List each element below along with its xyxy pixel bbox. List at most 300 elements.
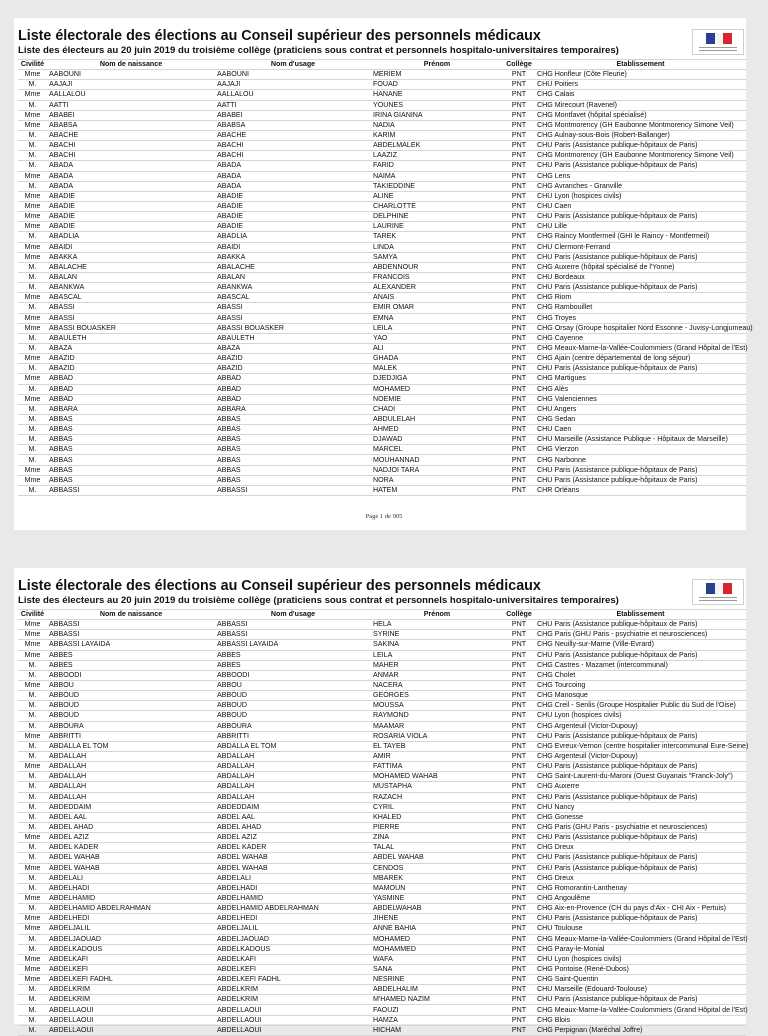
cell-college: PNT bbox=[503, 262, 535, 272]
cell-college: PNT bbox=[503, 394, 535, 404]
cell-civilite: Mme bbox=[18, 120, 47, 130]
cell-nom-usage: ABADIE bbox=[215, 222, 371, 232]
cell-etablissement: CHG Pontoise (René-Dubos) bbox=[535, 964, 746, 974]
cell-etablissement: CHG Romorantin-Lanthenay bbox=[535, 883, 746, 893]
cell-nom-naissance: ABDELKADOUS bbox=[47, 944, 215, 954]
cell-etablissement: CHU Paris (Assistance publique-hôpitaux de Paris) bbox=[535, 141, 746, 151]
table-row bbox=[18, 964, 746, 974]
cell-civilite: M. bbox=[18, 741, 47, 751]
cell-prenom: HAMZA bbox=[371, 1015, 503, 1025]
cell-college: PNT bbox=[503, 640, 535, 650]
cell-prenom: CYRIL bbox=[371, 802, 503, 812]
cell-civilite: Mme bbox=[18, 212, 47, 222]
cell-civilite: Mme bbox=[18, 70, 47, 80]
cell-nom-naissance: ABDELALI bbox=[47, 873, 215, 883]
cell-etablissement: CHG Meaux-Marne-la-Vallée-Coulommiers (Grand Hôpital de l'Est) bbox=[537, 934, 748, 943]
col-college: Collège bbox=[503, 60, 535, 70]
cell-etablissement: CHU Paris (Assistance publique-hôpitaux de Paris) bbox=[535, 212, 746, 222]
cell-college: PNT bbox=[503, 701, 535, 711]
cell-civilite: M. bbox=[18, 691, 47, 701]
cell-civilite: M. bbox=[18, 701, 47, 711]
cell-etablissement: CHG Perpignan (Maréchal Joffre) bbox=[535, 1025, 746, 1035]
table-row bbox=[18, 762, 746, 772]
table-row bbox=[18, 751, 746, 761]
table-row bbox=[18, 242, 746, 252]
cell-college: PNT bbox=[503, 465, 535, 475]
cell-college: PNT bbox=[503, 1005, 535, 1015]
cell-college: PNT bbox=[503, 620, 535, 630]
cell-prenom: DJAWAD bbox=[371, 435, 503, 445]
cell-nom-usage: ABBASSI bbox=[215, 485, 371, 495]
cell-nom-naissance: ABANKWA bbox=[47, 283, 215, 293]
cell-prenom: ABDELMALEK bbox=[371, 141, 503, 151]
table-header bbox=[18, 610, 746, 620]
cell-nom-usage: ABDELJALIL bbox=[215, 924, 371, 934]
cell-nom-naissance: ABBAS bbox=[47, 455, 215, 465]
cell-prenom: LEILA bbox=[371, 650, 503, 660]
cell-etablissement: CHG Riom bbox=[535, 293, 746, 303]
cell-civilite: Mme bbox=[18, 620, 47, 630]
cell-civilite: M. bbox=[18, 272, 47, 282]
cell-nom-naissance: ABBES bbox=[47, 660, 215, 670]
cell-prenom: FARID bbox=[371, 161, 503, 171]
cell-nom-naissance: ABBAD bbox=[47, 384, 215, 394]
cell-nom-naissance: ABADA bbox=[47, 181, 215, 191]
table-row bbox=[18, 222, 746, 232]
marianne-flag-icon bbox=[692, 29, 744, 55]
col-nom-usage: Nom d'usage bbox=[215, 610, 371, 620]
table-row bbox=[18, 425, 746, 435]
cell-nom-naissance: ABBOURA bbox=[47, 721, 215, 731]
table-row bbox=[18, 343, 746, 353]
table-row bbox=[18, 782, 746, 792]
cell-etablissement: CHG Angoulême bbox=[535, 893, 746, 903]
cell-civilite: Mme bbox=[18, 110, 47, 120]
cell-prenom: ABDULELAH bbox=[371, 414, 503, 424]
cell-nom-naissance: ABAULETH bbox=[47, 333, 215, 343]
cell-nom-naissance: ABDELKRIM bbox=[47, 985, 215, 995]
table-row bbox=[18, 670, 746, 680]
table-row bbox=[18, 660, 746, 670]
cell-nom-naissance: ABASSI bbox=[47, 313, 215, 323]
cell-nom-usage: ABDELLAOUI bbox=[215, 1025, 371, 1035]
table-row bbox=[18, 640, 746, 650]
table-row bbox=[18, 650, 746, 660]
cell-civilite: Mme bbox=[18, 893, 47, 903]
cell-college: PNT bbox=[503, 110, 535, 120]
cell-civilite: M. bbox=[18, 333, 47, 343]
cell-college: PNT bbox=[503, 303, 535, 313]
cell-prenom: ANAIS bbox=[371, 293, 503, 303]
cell-nom-naissance: ABACHE bbox=[47, 130, 215, 140]
table-row bbox=[18, 272, 746, 282]
cell-college: PNT bbox=[503, 944, 535, 954]
cell-nom-naissance: ABBAD bbox=[47, 374, 215, 384]
cell-nom-usage: ABDELKEFI FADHL bbox=[215, 975, 371, 985]
cell-nom-usage: ABASSI BOUASKER bbox=[215, 323, 371, 333]
cell-nom-usage: ABBAS bbox=[215, 465, 371, 475]
table-body bbox=[18, 620, 749, 1036]
cell-civilite: M. bbox=[18, 141, 47, 151]
cell-civilite: M. bbox=[18, 1025, 47, 1035]
cell-civilite: Mme bbox=[18, 731, 47, 741]
cell-college: PNT bbox=[503, 751, 535, 761]
page-footer: Page 1 de 905 bbox=[365, 513, 403, 520]
cell-nom-naissance: ABDALLAH bbox=[47, 751, 215, 761]
cell-etablissement: CHG Gonesse bbox=[535, 812, 746, 822]
col-nom-usage: Nom d'usage bbox=[215, 60, 371, 70]
cell-etablissement: CHG Evreux-Vernon (centre hospitalier intercommunal Eure-Seine) bbox=[537, 741, 749, 750]
cell-prenom: EMNA bbox=[371, 313, 503, 323]
cell-college: PNT bbox=[503, 343, 535, 353]
cell-civilite: M. bbox=[18, 455, 47, 465]
cell-prenom: FATTIMA bbox=[371, 762, 503, 772]
cell-nom-usage: ABDALLAH bbox=[215, 772, 371, 782]
cell-civilite: M. bbox=[18, 364, 47, 374]
cell-college: PNT bbox=[503, 924, 535, 934]
cell-etablissement: CHG Calais bbox=[535, 90, 746, 100]
cell-civilite: M. bbox=[18, 934, 47, 944]
cell-nom-naissance: ABDEL AHAD bbox=[47, 822, 215, 832]
cell-etablissement: CHG Troyes bbox=[535, 313, 746, 323]
cell-prenom: MOHAMED bbox=[371, 934, 503, 944]
cell-etablissement: CHG Orsay (Groupe hospitalier Nord Essonne - Juvisy-Longjumeau) bbox=[537, 323, 753, 332]
table-row bbox=[18, 130, 746, 140]
cell-civilite: M. bbox=[18, 792, 47, 802]
cell-nom-usage: ABDELHADI bbox=[215, 883, 371, 893]
cell-etablissement: CHU Paris (Assistance publique-hôpitaux de Paris) bbox=[535, 475, 746, 485]
cell-prenom: ALEXANDER bbox=[371, 283, 503, 293]
cell-etablissement: CHG Auxerre (hôpital spécialisé de l'Yonne) bbox=[535, 262, 746, 272]
table-row bbox=[18, 792, 746, 802]
cell-civilite: M. bbox=[18, 802, 47, 812]
table-row bbox=[18, 863, 746, 873]
cell-civilite: M. bbox=[18, 883, 47, 893]
table-row bbox=[18, 914, 746, 924]
cell-etablissement: CHU Lyon (hospices civils) bbox=[535, 711, 746, 721]
cell-nom-usage: ABABEI bbox=[215, 110, 371, 120]
cell-nom-naissance: ABDELHAMID ABDELRAHMAN bbox=[47, 904, 215, 914]
cell-etablissement: CHU Paris (Assistance publique-hôpitaux de Paris) bbox=[535, 792, 746, 802]
cell-civilite: Mme bbox=[18, 954, 47, 964]
cell-nom-naissance: ABDELKEFI bbox=[47, 964, 215, 974]
cell-etablissement: CHG Montfavet (hôpital spécialisé) bbox=[535, 110, 746, 120]
cell-prenom: ABDEL WAHAB bbox=[371, 853, 503, 863]
cell-nom-usage: ABBAS bbox=[215, 414, 371, 424]
cell-college: PNT bbox=[503, 272, 535, 282]
table-row bbox=[18, 711, 746, 721]
cell-nom-naissance: ABBASSI LAYAIDA bbox=[47, 640, 215, 650]
cell-etablissement: CHG Saint-Quentin bbox=[535, 975, 746, 985]
cell-college: PNT bbox=[503, 283, 535, 293]
cell-etablissement: CHU Paris (Assistance publique-hôpitaux de Paris) bbox=[535, 161, 746, 171]
cell-college: PNT bbox=[503, 782, 535, 792]
cell-etablissement: CHU Paris (Assistance publique-hôpitaux de Paris) bbox=[535, 833, 746, 843]
cell-nom-usage: ABADLIA bbox=[215, 232, 371, 242]
cell-civilite: M. bbox=[18, 303, 47, 313]
cell-etablissement: CHG Rambouillet bbox=[535, 303, 746, 313]
cell-nom-naissance: ABAKKA bbox=[47, 252, 215, 262]
cell-nom-usage: ABBASSI bbox=[215, 620, 371, 630]
cell-civilite: Mme bbox=[18, 394, 47, 404]
cell-prenom: FAOUZI bbox=[371, 1005, 503, 1015]
cell-nom-usage: ABBOUD bbox=[215, 711, 371, 721]
cell-college: PNT bbox=[503, 741, 535, 751]
cell-civilite: M. bbox=[18, 944, 47, 954]
table-row bbox=[18, 741, 746, 751]
cell-civilite: M. bbox=[18, 181, 47, 191]
cell-college: PNT bbox=[503, 893, 535, 903]
cell-college: PNT bbox=[503, 404, 535, 414]
cell-college: PNT bbox=[503, 151, 535, 161]
cell-civilite: Mme bbox=[18, 630, 47, 640]
cell-nom-usage: AATTI bbox=[215, 100, 371, 110]
cell-college: PNT bbox=[503, 964, 535, 974]
cell-prenom: HICHAM bbox=[371, 1025, 503, 1035]
cell-nom-usage: ABBASSI LAYAIDA bbox=[215, 640, 371, 650]
cell-civilite: M. bbox=[18, 782, 47, 792]
cell-nom-naissance: ABADA bbox=[47, 161, 215, 171]
cell-prenom: MERIEM bbox=[371, 70, 503, 80]
page-subtitle: Liste des électeurs au 20 juin 2019 du troisième collège (praticiens sous contrat et personnels hospitalo-universitaires temporaires) bbox=[18, 595, 619, 606]
cell-civilite: M. bbox=[18, 435, 47, 445]
cell-etablissement: CHG Narbonne bbox=[535, 455, 746, 465]
table-row bbox=[18, 721, 746, 731]
cell-nom-usage: ABAZID bbox=[215, 364, 371, 374]
cell-prenom: DJEDJIGA bbox=[371, 374, 503, 384]
table-row bbox=[18, 924, 746, 934]
marianne-flag-icon bbox=[692, 579, 744, 605]
cell-nom-usage: ABBAD bbox=[215, 384, 371, 394]
cell-civilite: Mme bbox=[18, 90, 47, 100]
cell-nom-naissance: ABBARA bbox=[47, 404, 215, 414]
document-page-1 bbox=[14, 18, 753, 530]
cell-prenom: ABDENNOUR bbox=[371, 262, 503, 272]
cell-civilite: Mme bbox=[18, 975, 47, 985]
cell-college: PNT bbox=[503, 222, 535, 232]
cell-college: PNT bbox=[503, 812, 535, 822]
cell-prenom: YOUNES bbox=[371, 100, 503, 110]
table-row bbox=[18, 772, 746, 782]
cell-etablissement: CHU Clermont-Ferrand bbox=[535, 242, 746, 252]
cell-prenom: SAMYA bbox=[371, 252, 503, 262]
table-row bbox=[18, 374, 746, 384]
cell-civilite: M. bbox=[18, 711, 47, 721]
cell-college: PNT bbox=[503, 995, 535, 1005]
cell-etablissement: CHG Creil - Senlis (Groupe Hospitalier Public du Sud de l'Oise) bbox=[535, 701, 746, 711]
cell-etablissement: CHU Paris (Assistance publique-hôpitaux de Paris) bbox=[535, 620, 746, 630]
table-row bbox=[18, 384, 746, 394]
cell-college: PNT bbox=[503, 445, 535, 455]
cell-etablissement: CHU Paris (Assistance publique-hôpitaux de Paris) bbox=[535, 650, 746, 660]
table-row bbox=[18, 731, 746, 741]
cell-civilite: Mme bbox=[18, 242, 47, 252]
cell-etablissement: CHG Lens bbox=[535, 171, 746, 181]
cell-college: PNT bbox=[503, 853, 535, 863]
cell-prenom: NADIA bbox=[371, 120, 503, 130]
cell-prenom: MARCEL bbox=[371, 445, 503, 455]
cell-college: PNT bbox=[503, 232, 535, 242]
cell-prenom: GHADA bbox=[371, 354, 503, 364]
col-etablissement: Etablissement bbox=[535, 60, 746, 70]
cell-nom-usage: ABBAS bbox=[215, 475, 371, 485]
table-row bbox=[18, 293, 746, 303]
cell-nom-naissance: ABDELLAOUI bbox=[47, 1025, 215, 1035]
table-row bbox=[18, 354, 746, 364]
col-civilite: Civilité bbox=[18, 60, 47, 70]
table-row bbox=[18, 151, 746, 161]
cell-civilite: M. bbox=[18, 1015, 47, 1025]
cell-college: PNT bbox=[503, 475, 535, 485]
electors-table bbox=[18, 59, 753, 496]
cell-prenom: NESRINE bbox=[371, 975, 503, 985]
cell-nom-usage: ABAKKA bbox=[215, 252, 371, 262]
cell-nom-usage: ABBAD bbox=[215, 374, 371, 384]
cell-prenom: MUSTAPHA bbox=[371, 782, 503, 792]
cell-etablissement: CHR Orléans bbox=[535, 485, 746, 495]
table-row bbox=[18, 893, 746, 903]
cell-civilite: M. bbox=[18, 995, 47, 1005]
cell-nom-naissance: ABDELLAOUI bbox=[47, 1005, 215, 1015]
cell-college: PNT bbox=[503, 161, 535, 171]
cell-etablissement: CHG Martigues bbox=[535, 374, 746, 384]
cell-college: PNT bbox=[503, 731, 535, 741]
cell-prenom: ABDELWAHAB bbox=[371, 904, 503, 914]
cell-etablissement: CHU Caen bbox=[535, 425, 746, 435]
cell-etablissement: CHG Aulnay-sous-Bois (Robert-Ballanger) bbox=[535, 130, 746, 140]
cell-college: PNT bbox=[503, 772, 535, 782]
table-row bbox=[18, 70, 746, 80]
cell-nom-usage: ABDEL WAHAB bbox=[215, 863, 371, 873]
cell-prenom: LEILA bbox=[371, 323, 503, 333]
cell-civilite: Mme bbox=[18, 201, 47, 211]
cell-prenom: RAZACH bbox=[371, 792, 503, 802]
cell-nom-naissance: ABADLIA bbox=[47, 232, 215, 242]
cell-college: PNT bbox=[503, 914, 535, 924]
cell-etablissement: CHU Paris (Assistance publique-hôpitaux de Paris) bbox=[535, 914, 746, 924]
cell-prenom: ANMAR bbox=[371, 670, 503, 680]
cell-college: PNT bbox=[503, 1015, 535, 1025]
cell-nom-usage: ABDELALI bbox=[215, 873, 371, 883]
cell-civilite: M. bbox=[18, 100, 47, 110]
cell-nom-naissance: ABDEL WAHAB bbox=[47, 853, 215, 863]
table-row bbox=[18, 843, 746, 853]
cell-prenom: HELA bbox=[371, 620, 503, 630]
cell-prenom: SYRINE bbox=[371, 630, 503, 640]
cell-nom-naissance: ABASSI BOUASKER bbox=[47, 323, 215, 333]
table-row bbox=[18, 262, 746, 272]
cell-nom-naissance: ABBASSI bbox=[47, 630, 215, 640]
cell-college: PNT bbox=[503, 323, 535, 333]
cell-etablissement: CHU Paris (Assistance publique-hôpitaux de Paris) bbox=[535, 252, 746, 262]
cell-nom-naissance: ABALAN bbox=[47, 272, 215, 282]
cell-nom-usage: ABDALLAH bbox=[215, 751, 371, 761]
cell-college: PNT bbox=[503, 100, 535, 110]
cell-etablissement: CHU Paris (Assistance publique-hôpitaux de Paris) bbox=[535, 853, 746, 863]
table-row bbox=[18, 283, 746, 293]
cell-nom-usage: ABDALLAH bbox=[215, 762, 371, 772]
cell-prenom: FOUAD bbox=[371, 80, 503, 90]
cell-nom-naissance: ABDELJAOUAD bbox=[47, 934, 215, 944]
table-row bbox=[18, 80, 746, 90]
cell-etablissement: CHG Cayenne bbox=[535, 333, 746, 343]
table-row bbox=[18, 954, 746, 964]
cell-nom-usage: ABBOUD bbox=[215, 701, 371, 711]
table-row bbox=[18, 435, 746, 445]
cell-nom-naissance: ABBOUD bbox=[47, 691, 215, 701]
cell-nom-usage: AABOUNI bbox=[215, 70, 371, 80]
cell-etablissement: CHG Auxerre bbox=[535, 782, 746, 792]
cell-nom-naissance: ABACHI bbox=[47, 151, 215, 161]
cell-college: PNT bbox=[503, 883, 535, 893]
cell-college: PNT bbox=[503, 650, 535, 660]
cell-prenom: YAO bbox=[371, 333, 503, 343]
cell-college: PNT bbox=[503, 833, 535, 843]
cell-nom-naissance: ABDELHEDI bbox=[47, 914, 215, 924]
cell-civilite: Mme bbox=[18, 863, 47, 873]
cell-civilite: M. bbox=[18, 343, 47, 353]
cell-nom-naissance: ABBAS bbox=[47, 465, 215, 475]
cell-etablissement: CHG Montmorency (GH Eaubonne Montmorency Simone Veil) bbox=[535, 151, 746, 161]
table-row bbox=[18, 630, 746, 640]
cell-college: PNT bbox=[503, 242, 535, 252]
cell-nom-naissance: ABBAS bbox=[47, 425, 215, 435]
table-row bbox=[18, 944, 746, 954]
cell-civilite: M. bbox=[18, 985, 47, 995]
cell-nom-naissance: AATTI bbox=[47, 100, 215, 110]
cell-prenom: SANA bbox=[371, 964, 503, 974]
cell-nom-naissance: ABDELLAOUI bbox=[47, 1015, 215, 1025]
cell-nom-usage: ABASSI bbox=[215, 313, 371, 323]
col-prenom: Prénom bbox=[371, 610, 503, 620]
cell-etablissement: CHU Bordeaux bbox=[535, 272, 746, 282]
cell-nom-naissance: ABDELKAFI bbox=[47, 954, 215, 964]
cell-nom-naissance: ABBOODI bbox=[47, 670, 215, 680]
cell-college: PNT bbox=[503, 762, 535, 772]
cell-etablissement: CHG Paray-le-Monial bbox=[535, 944, 746, 954]
cell-civilite: M. bbox=[18, 130, 47, 140]
col-etablissement: Etablissement bbox=[535, 610, 746, 620]
cell-nom-naissance: AABOUNI bbox=[47, 70, 215, 80]
cell-college: PNT bbox=[503, 425, 535, 435]
cell-civilite: Mme bbox=[18, 762, 47, 772]
table-row bbox=[18, 691, 746, 701]
cell-college: PNT bbox=[503, 904, 535, 914]
cell-etablissement: CHG Saint-Laurent-du-Maroni (Ouest Guyanais "Franck-Joly") bbox=[535, 772, 746, 782]
cell-nom-usage: ABBARA bbox=[215, 404, 371, 414]
cell-civilite: M. bbox=[18, 660, 47, 670]
cell-nom-naissance: ABBOUD bbox=[47, 701, 215, 711]
cell-prenom: M'HAMED NAZIM bbox=[371, 995, 503, 1005]
cell-civilite: Mme bbox=[18, 640, 47, 650]
cell-nom-naissance: ABADIE bbox=[47, 222, 215, 232]
table-row bbox=[18, 812, 746, 822]
table-row bbox=[18, 802, 746, 812]
cell-college: PNT bbox=[503, 660, 535, 670]
cell-college: PNT bbox=[503, 171, 535, 181]
table-row bbox=[18, 333, 746, 343]
table-header bbox=[18, 60, 746, 70]
cell-nom-naissance: ABADIE bbox=[47, 191, 215, 201]
cell-nom-naissance: ABDEL AAL bbox=[47, 812, 215, 822]
table-row bbox=[18, 455, 746, 465]
cell-college: PNT bbox=[503, 191, 535, 201]
cell-college: PNT bbox=[503, 435, 535, 445]
cell-nom-usage: AAJAJI bbox=[215, 80, 371, 90]
cell-nom-usage: ABBOODI bbox=[215, 670, 371, 680]
cell-college: PNT bbox=[503, 721, 535, 731]
table-row bbox=[18, 873, 746, 883]
